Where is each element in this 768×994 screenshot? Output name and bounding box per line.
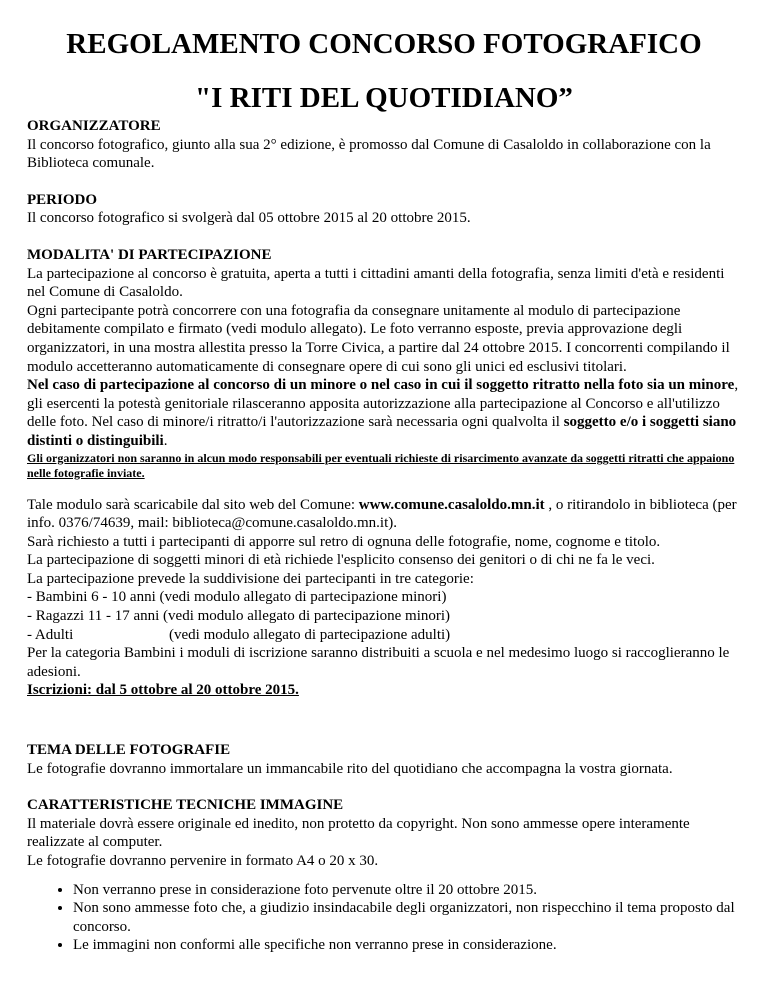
category-adulti-desc: (vedi modulo allegato di partecipazione adulti) (169, 626, 451, 643)
section-heading-organizzatore: ORGANIZZATORE (27, 118, 161, 134)
modalita-paragraph-6: La partecipazione di soggetti minori di età richiede l'esplicito consenso dei genitori o di chi ne fa le veci. (27, 552, 655, 569)
organizzatore-text: Il concorso fotografico, giunto alla sua 2° edizione, è promosso dal Comune di Casaloldo in collaborazione con la Biblioteca comunale. (27, 136, 711, 172)
modalita-paragraph-1: La partecipazione al concorso è gratuita, aperta a tutti i cittadini amanti della fotografia, senza limiti d'età e residenti nel Comune di Casaloldo. (27, 265, 725, 301)
responsibility-note: Gli organizzatori non saranno in alcun modo responsabili per eventuali richieste di risarcimento avanzate da soggetti ritratti che appaiono nelle fotografie inviate. (27, 450, 735, 480)
minore-end-text: . (163, 432, 168, 449)
category-bambini: - Bambini 6 - 10 anni (vedi modulo allegato di partecipazione minori) (27, 589, 447, 606)
tema-text: Le fotografie dovranno immortalare un immancabile rito del quotidiano che accompagna la vostra giornata. (27, 760, 673, 777)
section-heading-periodo: PERIODO (27, 191, 98, 208)
iscrizioni-dates: Iscrizioni: dal 5 ottobre al 20 ottobre 2015. (27, 682, 299, 699)
section-heading-caratteristiche: CARATTERISTICHE TECNICHE IMMAGINE (27, 797, 344, 814)
periodo-text: Il concorso fotografico si svolgerà dal 05 ottobre 2015 al 20 ottobre 2015. (27, 210, 471, 227)
minore-bold-text: Nel caso di partecipazione al concorso di un minore o nel caso in cui il soggetto ritratto nella foto sia un minore (27, 377, 735, 394)
modalita-paragraph-4 (27, 496, 745, 533)
modalita-paragraph-2: Ogni partecipante potrà concorrere con una fotografia da consegnare unitamente al modulo di partecipazione debitamente compilato e firmato (vedi modulo allegato). Le foto verranno esposte, previa approvazione degli organizzatori, in una mostra allestita presso la Torre Civica, a partire dal 24 ottobre 2015. I concorrenti compilando il modulo accetteranno automaticamente di consegnare opere di cui sono gli unici ed esclusivi titolari. (27, 302, 730, 375)
category-adulti (27, 626, 745, 645)
modalita-paragraph-3 (27, 376, 745, 450)
download-text: Tale modulo sarà scaricabile dal sito web del Comune: (27, 496, 359, 513)
page-title: REGOLAMENTO CONCORSO FOTOGRAFICO (66, 28, 702, 60)
category-adulti-label: - Adulti (27, 626, 74, 643)
minore-mid-text: , gli esercenti la potestà genitoriale rilasceranno apposita autorizzazione alla partecipazione al Concorso e all'utilizzo delle foto. Nel caso di minore/i ritratto/i l'autorizzazione sarà necessaria ogni qualvolta il (27, 377, 739, 431)
modalita-paragraph-8: Per la categoria Bambini i moduli di iscrizione saranno distribuiti a scuola e nel medesimo luogo si raccoglieranno le adesioni. (27, 645, 730, 680)
download-text-end: , o ritirandolo in biblioteca (per info. 0376/74639, mail: biblioteca@comune.casaloldo.mn.it). (27, 496, 737, 532)
list-item: • Non sono ammesse foto che, a giudizio insindacabile degli organizzatori, non rispecchino il tema proposto dal concorso. (73, 899, 745, 936)
soggetti-bold-text: soggetto e/o i soggetti siano distinti o distinguibili (27, 414, 737, 449)
requirements-list (27, 881, 745, 955)
website-link[interactable]: www.comune.casaloldo.mn.it (358, 496, 545, 513)
page-subtitle: "I RITI DEL QUOTIDIANO” (195, 82, 573, 114)
section-heading-tema: TEMA DELLE FOTOGRAFIE (27, 742, 231, 759)
caratteristiche-paragraph-2: Le fotografie dovranno pervenire in formato A4 o 20 x 30. (27, 853, 379, 869)
caratteristiche-paragraph-1: Il materiale dovrà essere originale ed inedito, non protetto da copyright. Non sono ammesse opere interamente realizzate al computer. (27, 815, 690, 851)
list-item: • Le immagini non conformi alle specifiche non verranno prese in considerazione. (73, 936, 745, 955)
modalita-paragraph-5: Sarà richiesto a tutti i partecipanti di apporre sul retro di ognuna delle fotografie, nome, cognome e titolo. (27, 533, 661, 550)
list-item: • Non verranno prese in considerazione foto pervenute oltre il 20 ottobre 2015. (73, 881, 745, 900)
document-body (27, 117, 745, 955)
section-heading-modalita: MODALITA' DI PARTECIPAZIONE (27, 246, 272, 263)
modalita-paragraph-7: La partecipazione prevede la suddivisione dei partecipanti in tre categorie: (27, 570, 474, 587)
category-ragazzi: - Ragazzi 11 - 17 anni (vedi modulo allegato di partecipazione minori) (27, 608, 451, 625)
